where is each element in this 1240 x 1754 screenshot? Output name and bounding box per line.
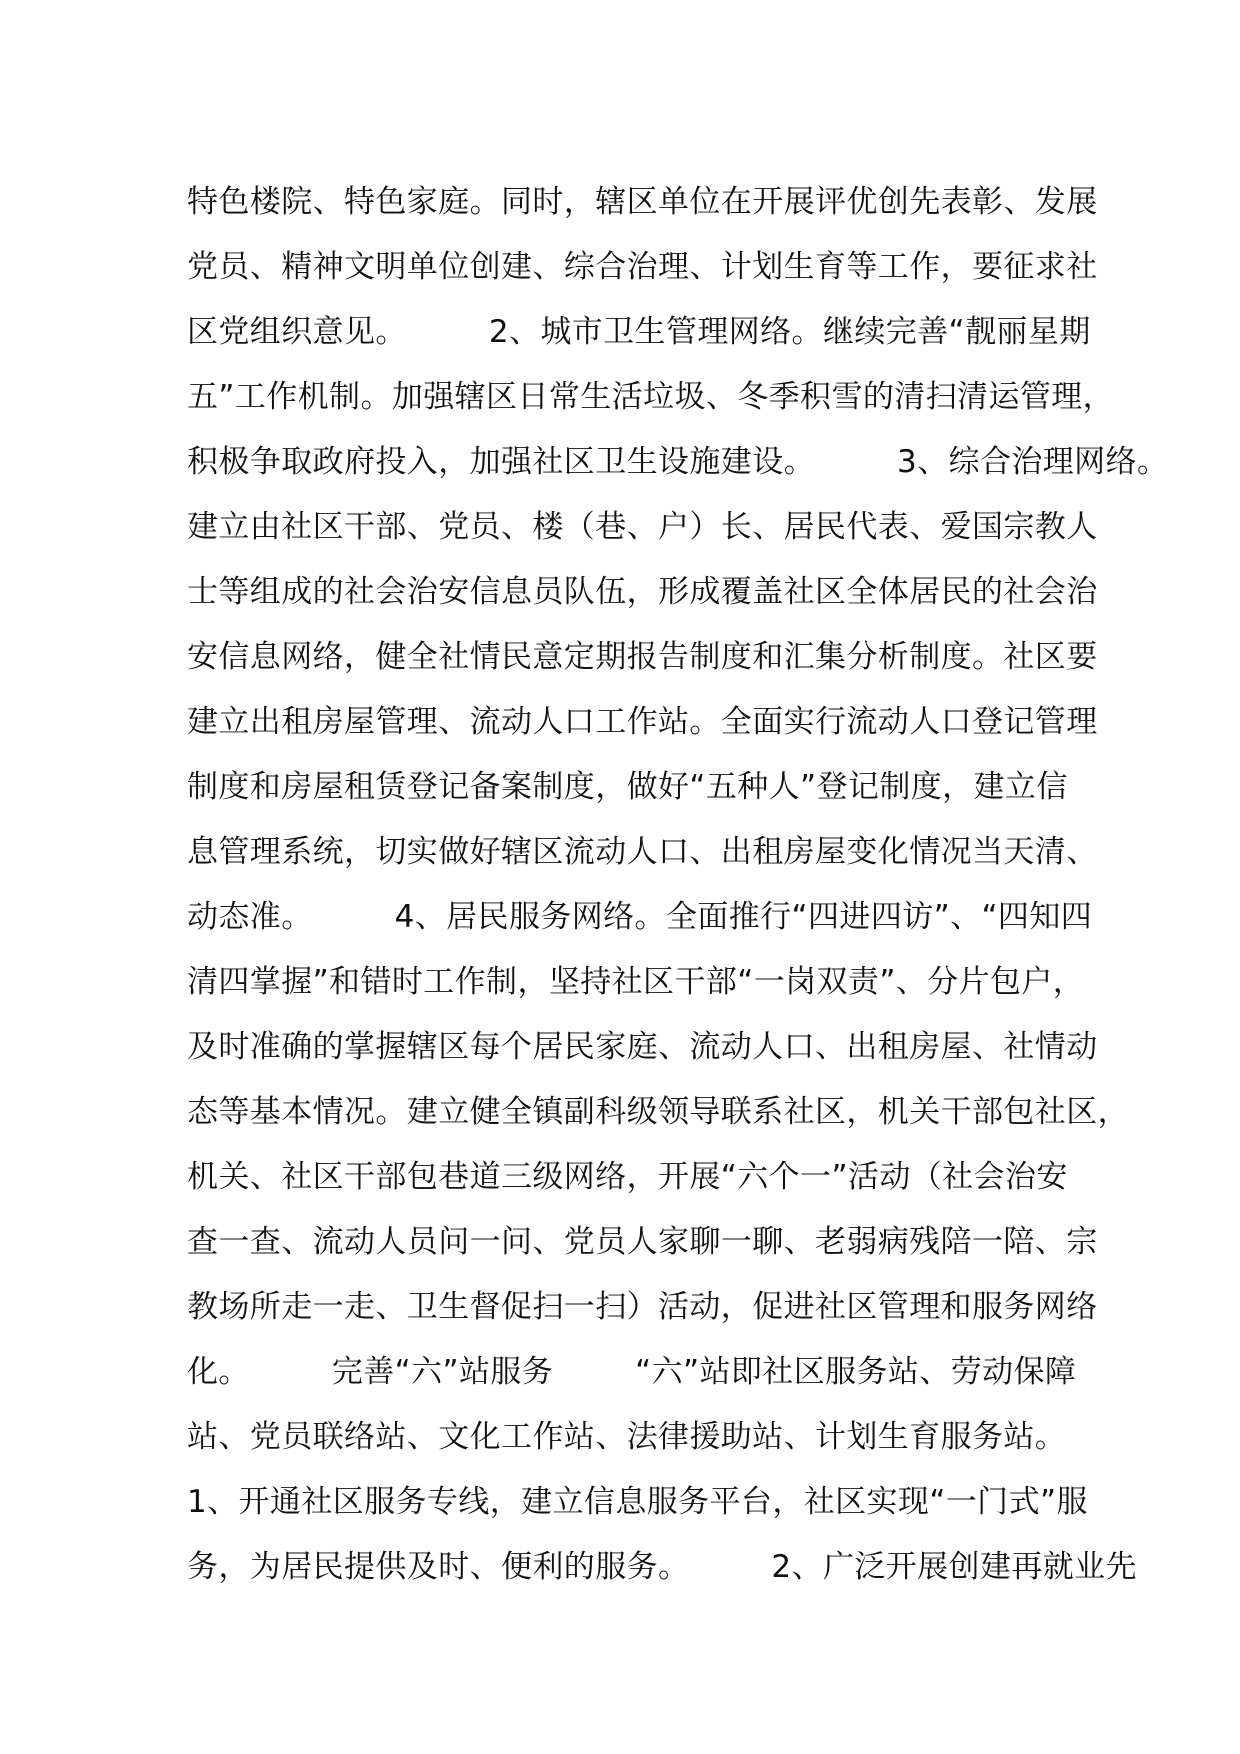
text-line: 特色楼院、特色家庭。同时，辖区单位在开展评优创先表彰、发展	[187, 184, 1098, 220]
text-line: 五”工作机制。加强辖区日常生活垃圾、冬季积雪的清扫清运管理，	[187, 379, 1115, 415]
body-text	[187, 170, 1169, 1600]
text-line: 建立出租房屋管理、流动人口工作站。全面实行流动人口登记管理	[187, 704, 1098, 740]
text-line: 查一查、流动人员问一问、党员人家聊一聊、老弱病残陪一陪、宗	[187, 1224, 1098, 1260]
text-line: 士等组成的社会治安信息员队伍，形成覆盖社区全体居民的社会治	[187, 574, 1098, 610]
text-line: 化。 完善“六”站服务 “六”站即社区服务站、劳动保障	[187, 1354, 1077, 1390]
text-line: 区党组织意见。 2、城市卫生管理网络。继续完善“靓丽星期	[187, 314, 1091, 350]
text-line: 教场所走一走、卫生督促扫一扫）活动，促进社区管理和服务网络	[187, 1289, 1098, 1325]
text-line: 息管理系统，切实做好辖区流动人口、出租房屋变化情况当天清、	[187, 834, 1098, 870]
text-line: 积极争取政府投入，加强社区卫生设施建设。 3、综合治理网络。	[187, 444, 1169, 480]
text-line: 清四掌握”和错时工作制，坚持社区干部“一岗双责”、分片包户，	[187, 964, 1085, 1000]
text-line: 安信息网络，健全社情民意定期报告制度和汇集分析制度。社区要	[187, 639, 1098, 675]
text-line: 务，为居民提供及时、便利的服务。 2、广泛开展创建再就业先	[187, 1549, 1137, 1585]
text-line: 机关、社区干部包巷道三级网络，开展“六个一”活动（社会治安	[187, 1159, 1068, 1195]
text-line: 站、党员联络站、文化工作站、法律援助站、计划生育服务站。	[187, 1419, 1067, 1455]
text-line: 党员、精神文明单位创建、综合治理、计划生育等工作，要征求社	[187, 249, 1098, 285]
text-line: 动态准。 4、居民服务网络。全面推行“四进四访”、“四知四	[187, 899, 1093, 935]
text-line: 制度和房屋租赁登记备案制度，做好“五种人”登记制度，建立信	[187, 769, 1068, 805]
text-line: 建立由社区干部、党员、楼（巷、户）长、居民代表、爱国宗教人	[187, 509, 1098, 545]
text-line: 及时准确的掌握辖区每个居民家庭、流动人口、出租房屋、社情动	[187, 1029, 1098, 1065]
text-line: 态等基本情况。建立健全镇副科级领导联系社区，机关干部包社区，	[187, 1094, 1129, 1130]
text-line: 1、开通社区服务专线，建立信息服务平台，社区实现“一门式”服	[187, 1484, 1088, 1520]
